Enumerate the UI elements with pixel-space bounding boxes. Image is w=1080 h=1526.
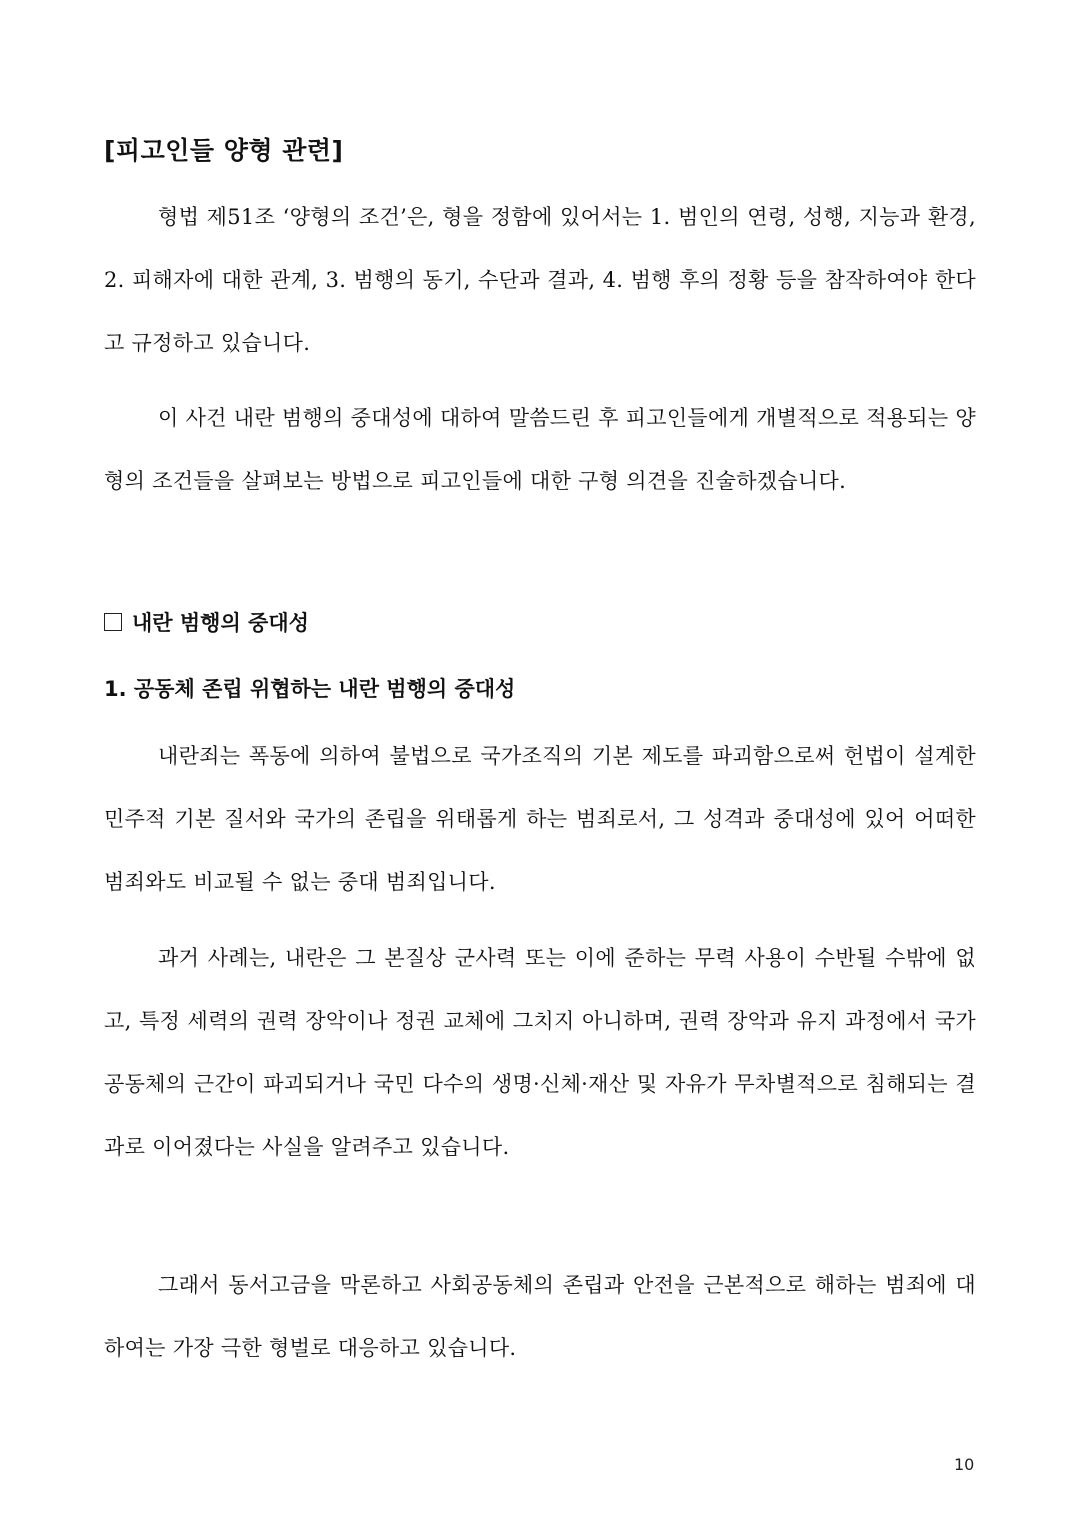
intro-paragraph-method: 이 사건 내란 범행의 중대성에 대하여 말씀드린 후 피고인들에게 개별적으로 적용되는 양형의 조건들을 살펴보는 방법으로 피고인들에 대한 구형 의견을 진술하겠습니다. — [104, 406, 976, 493]
body-paragraph-definition: 내란죄는 폭동에 의하여 불법으로 국가조직의 기본 제도를 파괴함으로써 헌법이 설계한 민주적 기본 질서와 국가의 존립을 위태롭게 하는 범죄로서, 그 성격과 중대성에 있어 어떠한 범죄와도 비교될 수 없는 중대 범죄입니다. — [104, 744, 976, 894]
section-heading-text: 내란 범행의 중대성 — [132, 611, 309, 635]
section-heading — [104, 608, 309, 638]
body-paragraph-punishment: 그래서 동서고금을 막론하고 사회공동체의 존립과 안전을 근본적으로 해하는 범죄에 대하여는 가장 극한 형벌로 대응하고 있습니다. — [104, 1273, 976, 1360]
intro-paragraph-sentencing-conditions: 형법 제51조 ‘양형의 조건’은, 형을 정함에 있어서는 1. 범인의 연령, 성행, 지능과 환경, 2. 피해자에 대한 관계, 3. 범행의 동기, 수단과 결과, 4. 범행 후의 정황 등을 참작하여야 한다고 규정하고 있습니다. — [104, 205, 976, 355]
body-paragraph-past-cases: 과거 사례는, 내란은 그 본질상 군사력 또는 이에 준하는 무력 사용이 수반될 수밖에 없고, 특정 세력의 권력 장악이나 정권 교체에 그치지 아니하며, 권력 장악과 유지 과정에서 국가 공동체의 근간이 파괴되거나 국민 다수의 생명·신체·재산 및 자유가 무차별적으로 침해되는 결과로 이어졌다는 사실을 알려주고 있습니다. — [104, 946, 976, 1159]
subsection-heading: 1. 공동체 존립 위협하는 내란 범행의 중대성 — [104, 677, 516, 701]
page-number: 10 — [954, 1455, 975, 1474]
checkbox-square-icon — [104, 613, 122, 631]
page-title: [피고인들 양형 관련] — [104, 136, 344, 165]
